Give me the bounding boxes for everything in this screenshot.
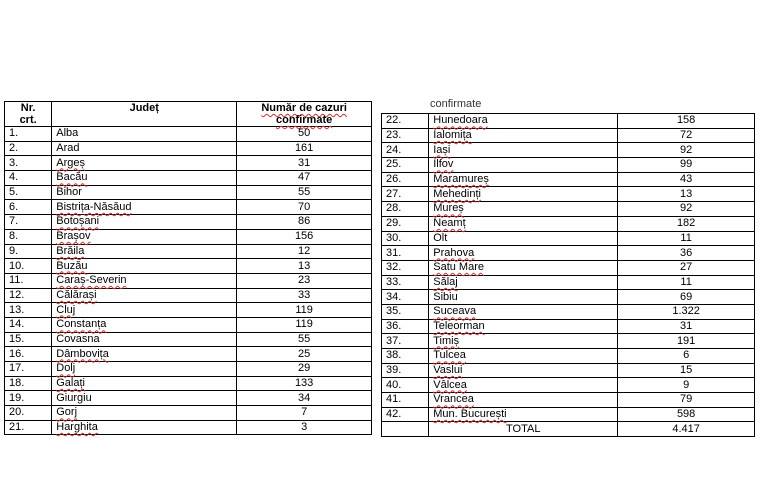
table-row bbox=[382, 143, 755, 158]
confirmed-cases: 133 bbox=[237, 376, 372, 391]
row-number: 35. bbox=[382, 304, 429, 319]
row-number: 9. bbox=[5, 244, 52, 259]
county-name-text: Hunedoara bbox=[433, 114, 488, 127]
county-name bbox=[52, 141, 237, 156]
county-name bbox=[52, 317, 237, 332]
table-row bbox=[382, 304, 755, 319]
row-number: 23. bbox=[382, 128, 429, 143]
table-row bbox=[382, 290, 755, 305]
row-number: 42. bbox=[382, 407, 429, 422]
row-number: 15. bbox=[5, 332, 52, 347]
county-name-text: Suceava bbox=[433, 305, 477, 318]
header-cazuri bbox=[237, 102, 372, 127]
row-number: 5. bbox=[5, 185, 52, 200]
confirmed-cases: 9 bbox=[618, 378, 755, 393]
cases-table-left bbox=[4, 101, 372, 435]
confirmed-cases: 119 bbox=[237, 317, 372, 332]
row-number: 6. bbox=[5, 200, 52, 215]
county-name bbox=[52, 362, 237, 377]
confirmed-cases: 50 bbox=[237, 127, 372, 142]
row-number: 25. bbox=[382, 158, 429, 173]
county-name-text: Botoșani bbox=[56, 215, 100, 228]
county-name-text: Argeș bbox=[56, 156, 85, 169]
table-row bbox=[5, 347, 372, 362]
county-name bbox=[429, 128, 618, 143]
row-number: 19. bbox=[5, 391, 52, 406]
table-row bbox=[5, 141, 372, 156]
county-name bbox=[52, 420, 237, 435]
confirmed-cases: 55 bbox=[237, 185, 372, 200]
county-name bbox=[429, 407, 618, 422]
table-row bbox=[382, 202, 755, 217]
county-name bbox=[52, 273, 237, 288]
county-name-text: Iași bbox=[433, 143, 451, 156]
table-row bbox=[5, 244, 372, 259]
confirmed-cases: 34 bbox=[237, 391, 372, 406]
county-name bbox=[429, 393, 618, 408]
table-row bbox=[382, 334, 755, 349]
table-row bbox=[5, 303, 372, 318]
header-nr-crt bbox=[5, 102, 52, 127]
county-name-text: Bistrița-Năsăud bbox=[56, 200, 132, 213]
county-name-text: Giurgiu bbox=[56, 391, 92, 404]
confirmed-cases: 12 bbox=[237, 244, 372, 259]
county-name bbox=[429, 378, 618, 393]
table-row bbox=[382, 158, 755, 173]
county-name-text: Tulcea bbox=[433, 349, 466, 362]
table-row bbox=[382, 260, 755, 275]
table-row bbox=[382, 231, 755, 246]
confirmed-cases: 27 bbox=[618, 260, 755, 275]
row-number: 3. bbox=[5, 156, 52, 171]
county-name bbox=[52, 347, 237, 362]
confirmed-cases: 55 bbox=[237, 332, 372, 347]
county-name-text: Vrancea bbox=[433, 393, 474, 406]
county-name bbox=[52, 200, 237, 215]
confirmed-cases: 13 bbox=[237, 259, 372, 274]
table-row bbox=[5, 376, 372, 391]
confirmed-cases: 25 bbox=[237, 347, 372, 362]
county-name bbox=[429, 246, 618, 261]
county-name-text: Călărași bbox=[56, 288, 97, 301]
table-row bbox=[5, 391, 372, 406]
table-row bbox=[382, 172, 755, 187]
row-number: 14. bbox=[5, 317, 52, 332]
county-name bbox=[429, 349, 618, 364]
confirmed-cases: 191 bbox=[618, 334, 755, 349]
row-number: 32. bbox=[382, 260, 429, 275]
header-nr: Nr. bbox=[20, 102, 36, 114]
county-name bbox=[429, 231, 618, 246]
confirmed-cases: 11 bbox=[618, 231, 755, 246]
row-number: 36. bbox=[382, 319, 429, 334]
county-name-text: Harghita bbox=[56, 421, 98, 434]
row-number: 40. bbox=[382, 378, 429, 393]
table-row bbox=[382, 187, 755, 202]
county-name-text: Vaslui bbox=[433, 364, 463, 377]
confirmed-cases: 1.322 bbox=[618, 304, 755, 319]
page-break-artifact bbox=[430, 98, 482, 111]
county-name bbox=[429, 319, 618, 334]
page-break-text: confirmate bbox=[430, 98, 482, 110]
header-cazuri-line2: confirmate bbox=[276, 114, 333, 126]
county-name-text: Buzău bbox=[56, 259, 88, 272]
row-number: 24. bbox=[382, 143, 429, 158]
table-row bbox=[382, 246, 755, 261]
county-name bbox=[429, 260, 618, 275]
row-number: 38. bbox=[382, 349, 429, 364]
county-name-text: Olt bbox=[433, 231, 448, 244]
table-row bbox=[5, 362, 372, 377]
county-name bbox=[52, 303, 237, 318]
county-name bbox=[52, 332, 237, 347]
row-number: 4. bbox=[5, 171, 52, 186]
table-row bbox=[5, 259, 372, 274]
row-number: 30. bbox=[382, 231, 429, 246]
county-name-text: Ilfov bbox=[433, 158, 454, 171]
row-number: 27. bbox=[382, 187, 429, 202]
table-row bbox=[5, 127, 372, 142]
county-name bbox=[429, 275, 618, 290]
county-name bbox=[52, 215, 237, 230]
county-name bbox=[429, 158, 618, 173]
table-row bbox=[5, 273, 372, 288]
county-name bbox=[52, 127, 237, 142]
table-row bbox=[5, 420, 372, 435]
row-number: 39. bbox=[382, 363, 429, 378]
row-number: 13. bbox=[5, 303, 52, 318]
row-number: 34. bbox=[382, 290, 429, 305]
county-name-text: Neamț bbox=[433, 217, 466, 230]
table-row bbox=[5, 317, 372, 332]
row-number: 8. bbox=[5, 229, 52, 244]
row-number: 22. bbox=[382, 114, 429, 129]
row-number: 21. bbox=[5, 420, 52, 435]
table-row bbox=[382, 114, 755, 129]
county-name bbox=[52, 288, 237, 303]
header-crt: crt. bbox=[19, 114, 37, 126]
confirmed-cases: 119 bbox=[237, 303, 372, 318]
county-name-text: Alba bbox=[56, 127, 79, 140]
table-row bbox=[5, 200, 372, 215]
row-number: 2. bbox=[5, 141, 52, 156]
confirmed-cases: 79 bbox=[618, 393, 755, 408]
row-number: 11. bbox=[5, 273, 52, 288]
confirmed-cases: 6 bbox=[618, 349, 755, 364]
total-label: TOTAL bbox=[429, 422, 618, 437]
confirmed-cases: 99 bbox=[618, 158, 755, 173]
county-name-text: Bihor bbox=[56, 186, 82, 199]
county-name-text: Sălaj bbox=[433, 275, 458, 288]
confirmed-cases: 43 bbox=[618, 172, 755, 187]
county-name-text: Gorj bbox=[56, 406, 78, 419]
table-row bbox=[382, 363, 755, 378]
total-row bbox=[382, 422, 755, 437]
confirmed-cases: 23 bbox=[237, 273, 372, 288]
confirmed-cases: 31 bbox=[237, 156, 372, 171]
confirmed-cases: 161 bbox=[237, 141, 372, 156]
row-number: 17. bbox=[5, 362, 52, 377]
county-name-text: Caraș-Severin bbox=[56, 274, 127, 287]
table-row bbox=[5, 406, 372, 421]
table-row bbox=[382, 407, 755, 422]
county-name bbox=[52, 376, 237, 391]
confirmed-cases: 72 bbox=[618, 128, 755, 143]
confirmed-cases: 156 bbox=[237, 229, 372, 244]
county-name-text: Maramureș bbox=[433, 173, 489, 186]
header-cazuri-line1: Număr de cazuri bbox=[261, 102, 347, 114]
county-name-text: Arad bbox=[56, 142, 80, 155]
table-row bbox=[382, 128, 755, 143]
table-row bbox=[5, 215, 372, 230]
table-row bbox=[5, 288, 372, 303]
table-row bbox=[382, 216, 755, 231]
table-row bbox=[5, 185, 372, 200]
county-name-text: Mureș bbox=[433, 202, 464, 215]
row-number: 29. bbox=[382, 216, 429, 231]
confirmed-cases: 11 bbox=[618, 275, 755, 290]
row-number: 41. bbox=[382, 393, 429, 408]
row-number: 7. bbox=[5, 215, 52, 230]
county-name-text: Satu Mare bbox=[433, 261, 484, 274]
row-number: 33. bbox=[382, 275, 429, 290]
county-name-text: Dâmbovița bbox=[56, 347, 109, 360]
table-row bbox=[5, 229, 372, 244]
county-name bbox=[52, 391, 237, 406]
row-number: 12. bbox=[5, 288, 52, 303]
county-name-text: Sibiu bbox=[433, 290, 458, 303]
confirmed-cases: 47 bbox=[237, 171, 372, 186]
county-name bbox=[429, 187, 618, 202]
header-judet: Județ bbox=[52, 102, 237, 127]
table-row bbox=[382, 349, 755, 364]
table-row bbox=[382, 378, 755, 393]
header-row bbox=[5, 102, 372, 127]
confirmed-cases: 3 bbox=[237, 420, 372, 435]
county-name bbox=[429, 363, 618, 378]
row-number: 26. bbox=[382, 172, 429, 187]
county-name-text: Cluj bbox=[56, 303, 76, 316]
county-name-text: Vâlcea bbox=[433, 378, 467, 391]
row-number: 20. bbox=[5, 406, 52, 421]
county-name bbox=[52, 156, 237, 171]
county-name-text: Brașov bbox=[56, 230, 91, 243]
county-name bbox=[429, 172, 618, 187]
row-number: 37. bbox=[382, 334, 429, 349]
confirmed-cases: 182 bbox=[618, 216, 755, 231]
county-name-text: Dolj bbox=[56, 362, 76, 375]
county-name-text: Constanța bbox=[56, 318, 107, 331]
county-name-text: Prahova bbox=[433, 246, 475, 259]
county-name bbox=[429, 216, 618, 231]
county-name bbox=[52, 244, 237, 259]
row-number: 10. bbox=[5, 259, 52, 274]
table-row bbox=[382, 393, 755, 408]
table-row bbox=[382, 319, 755, 334]
confirmed-cases: 70 bbox=[237, 200, 372, 215]
county-name bbox=[429, 114, 618, 129]
county-name bbox=[429, 304, 618, 319]
county-name bbox=[52, 185, 237, 200]
county-name bbox=[429, 202, 618, 217]
total-value: 4.417 bbox=[618, 422, 755, 437]
row-number: 31. bbox=[382, 246, 429, 261]
cases-table-right bbox=[381, 113, 755, 437]
county-name bbox=[52, 406, 237, 421]
row-number: 1. bbox=[5, 127, 52, 142]
table-row bbox=[5, 156, 372, 171]
confirmed-cases: 7 bbox=[237, 406, 372, 421]
county-name-text: Brăila bbox=[56, 244, 85, 257]
row-number: 28. bbox=[382, 202, 429, 217]
confirmed-cases: 598 bbox=[618, 407, 755, 422]
table-row bbox=[382, 275, 755, 290]
county-name-text: Mehedinți bbox=[433, 187, 481, 200]
county-name-text: Galați bbox=[56, 377, 85, 390]
confirmed-cases: 158 bbox=[618, 114, 755, 129]
county-name bbox=[429, 290, 618, 305]
county-name-text: Covasna bbox=[56, 332, 100, 345]
table-row bbox=[5, 332, 372, 347]
confirmed-cases: 33 bbox=[237, 288, 372, 303]
county-name-text: Teleorman bbox=[433, 319, 485, 332]
total-nr-cell bbox=[382, 422, 429, 437]
table-row bbox=[5, 171, 372, 186]
county-name bbox=[429, 143, 618, 158]
county-name bbox=[52, 229, 237, 244]
county-name bbox=[52, 171, 237, 186]
row-number: 18. bbox=[5, 376, 52, 391]
county-name-text: Timiș bbox=[433, 334, 460, 347]
confirmed-cases: 36 bbox=[618, 246, 755, 261]
confirmed-cases: 69 bbox=[618, 290, 755, 305]
confirmed-cases: 13 bbox=[618, 187, 755, 202]
county-name-text: Mun. București bbox=[433, 408, 507, 421]
row-number: 16. bbox=[5, 347, 52, 362]
confirmed-cases: 15 bbox=[618, 363, 755, 378]
county-name bbox=[429, 334, 618, 349]
confirmed-cases: 92 bbox=[618, 143, 755, 158]
county-name-text: Bacău bbox=[56, 171, 88, 184]
confirmed-cases: 29 bbox=[237, 362, 372, 377]
confirmed-cases: 92 bbox=[618, 202, 755, 217]
county-name bbox=[52, 259, 237, 274]
confirmed-cases: 31 bbox=[618, 319, 755, 334]
confirmed-cases: 86 bbox=[237, 215, 372, 230]
county-name-text: Ialomița bbox=[433, 129, 472, 142]
